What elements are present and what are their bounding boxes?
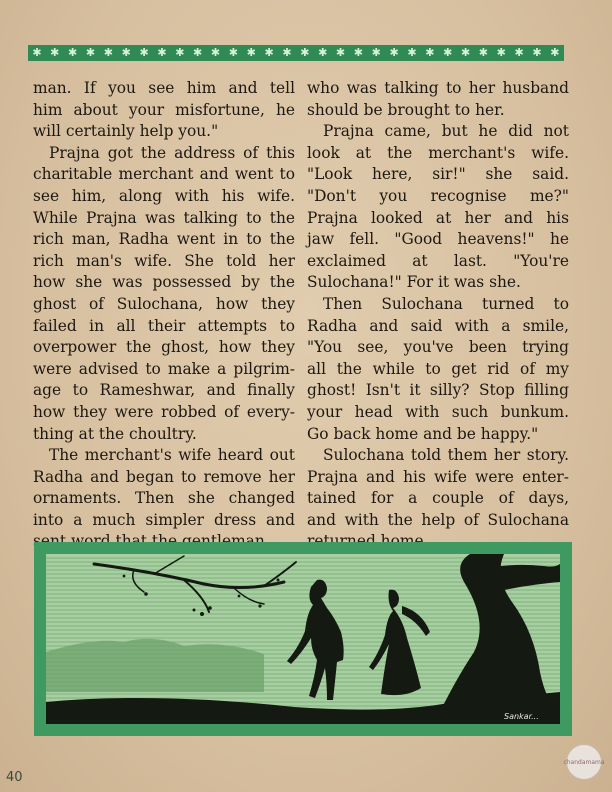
text-line: ghost! Isn't it silly? Stop filling [307, 381, 569, 400]
text-line: look at the merchant's wife. [307, 143, 569, 162]
border-ornament-icon: ✱ [50, 46, 60, 59]
text-line: man. If you see him and tell [33, 79, 295, 97]
text-line: who was talking to her husband [307, 79, 569, 97]
border-ornament-icon: ✱ [371, 46, 381, 59]
text-line: The merchant's wife heard out [49, 446, 295, 465]
text-line: Radha and began to remove her [33, 467, 295, 486]
text-line: rich man's wife. She told her [33, 251, 295, 270]
text-line: see him, along with his wife. [33, 186, 295, 205]
text-line: ornaments. Then she changed [33, 489, 295, 508]
publisher-stamp: chandamama [566, 744, 602, 780]
text-line: Go back home and be happy." [307, 424, 539, 443]
text-line: jaw fell. "Good heavens!" he [307, 230, 569, 249]
text-line: "Don't you recognise me?" [307, 186, 569, 205]
border-ornament-icon: ✱ [389, 46, 399, 59]
text-line: Radha and said with a smile, [307, 316, 569, 335]
border-ornament-icon: ✱ [139, 46, 149, 59]
page-number: 40 [6, 770, 23, 785]
border-ornament-icon: ✱ [460, 46, 471, 59]
text-line: rich man, Radha went in to the [33, 230, 295, 249]
text-line: While Prajna was talking to the [33, 208, 295, 227]
text-line: were advised to make a pilgrim- [33, 359, 295, 378]
text-line: "Look here, sir!" she said. [307, 165, 569, 184]
text-line: ghost of Sulochana, how they [33, 294, 295, 313]
border-ornament-icon: ✱ [353, 46, 363, 59]
text-line: how she was possessed by the [33, 273, 295, 292]
border-ornament-icon: ✱ [300, 46, 310, 59]
text-line: thing at the choultry. [33, 424, 197, 443]
border-ornament-icon: ✱ [121, 46, 131, 59]
text-line: charitable merchant and went to [33, 165, 295, 184]
artist-signature: Sankar... [504, 712, 539, 721]
border-ornament-icon: ✱ [210, 46, 221, 59]
border-ornament-icon: ✱ [246, 46, 256, 59]
border-ornament-icon: ✱ [514, 46, 524, 59]
text-line: Sulochana told them her story. [323, 446, 569, 465]
text-line: Prajna came, but he did not [323, 122, 569, 141]
text-line: "You see, you've been trying [307, 338, 569, 357]
border-ornament-icon: ✱ [68, 46, 78, 59]
text-line: Sulochana!" For it was she. [307, 273, 521, 292]
border-ornament-icon: ✱ [103, 46, 113, 59]
text-line: should be brought to her. [307, 100, 505, 119]
border-ornament-icon: ✱ [443, 46, 453, 59]
text-line: Prajna got the address of this [49, 143, 295, 162]
text-line: overpower the ghost, how they [33, 338, 295, 357]
text-line: age to Rameshwar, and finally [33, 381, 295, 400]
border-ornament-icon: ✱ [335, 46, 346, 59]
border-ornament-icon: ✱ [32, 46, 42, 59]
text-line: Prajna and his wife were enter- [307, 467, 569, 486]
text-line: will certainly help you." [33, 122, 219, 141]
border-ornament-icon: ✱ [264, 46, 274, 59]
border-ornament-icon: ✱ [496, 46, 506, 59]
border-ornament-icon: ✱ [175, 46, 185, 59]
border-ornament-icon: ✱ [532, 46, 542, 59]
text-line: into a much simpler dress and [33, 510, 295, 529]
border-ornament-icon: ✱ [425, 46, 435, 59]
text-line: tained for a couple of days, [307, 489, 569, 508]
ornamental-border [28, 45, 564, 61]
text-line: and with the help of Sulochana [307, 510, 569, 529]
illustration-svg [34, 542, 572, 736]
border-ornament-icon: ✱ [550, 46, 560, 59]
border-ornament-icon: ✱ [282, 46, 292, 59]
text-line: him about your misfortune, he [33, 100, 295, 119]
text-line: failed in all their attempts to [33, 316, 295, 335]
text-line: Prajna looked at her and his [307, 208, 569, 227]
text-line: your head with such bunkum. [307, 402, 569, 421]
border-ornament-icon: ✱ [318, 46, 328, 59]
text-line: exclaimed at last. "You're [307, 251, 569, 270]
border-ornament-icon: ✱ [228, 46, 238, 59]
border-ornament-icon: ✱ [407, 46, 417, 59]
text-line: all the while to get rid of my [307, 359, 569, 378]
border-ornament-icon: ✱ [478, 46, 489, 59]
border-ornament-icon: ✱ [193, 46, 203, 59]
text-line: how they were robbed of every- [33, 402, 295, 421]
story-illustration [34, 542, 572, 736]
right-text-column [307, 78, 569, 553]
border-ornament-icon: ✱ [157, 46, 167, 59]
left-text-column [33, 78, 295, 553]
text-line: Then Sulochana turned to [323, 294, 569, 313]
border-ornament-icon: ✱ [85, 46, 96, 59]
